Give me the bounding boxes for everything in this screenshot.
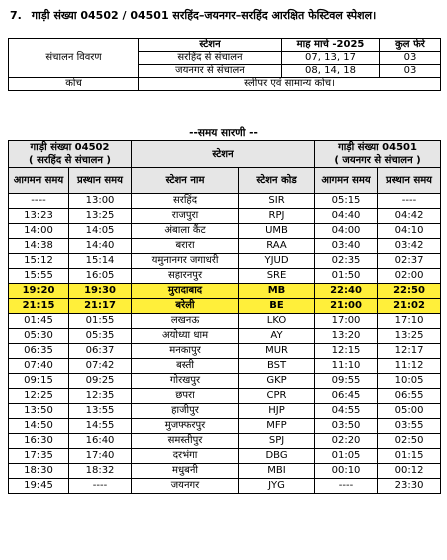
departure-right-cell: 02:00 <box>378 269 441 284</box>
col-departure-right: प्रस्थान समय <box>378 168 441 194</box>
departure-right-cell: 04:42 <box>378 209 441 224</box>
station-code-cell: MBI <box>239 464 315 479</box>
station-name-cell: अंबाला कैंट <box>132 224 239 239</box>
departure-left-cell: 07:42 <box>69 359 132 374</box>
arrival-right-cell: 01:05 <box>315 449 378 464</box>
summary-col-trips: कुल फेरे <box>380 39 441 52</box>
station-name-cell: गोरखपुर <box>132 374 239 389</box>
arrival-right-cell: 00:10 <box>315 464 378 479</box>
departure-left-cell: 13:55 <box>69 404 132 419</box>
arrival-right-cell: 04:00 <box>315 224 378 239</box>
station-code-cell: MUR <box>239 344 315 359</box>
station-code-cell: DBG <box>239 449 315 464</box>
arrival-left-cell: 17:35 <box>9 449 69 464</box>
left-train-number: गाड़ी संख्या 04502 <box>30 142 110 153</box>
departure-left-cell: 19:30 <box>69 284 132 299</box>
departure-right-cell: 23:30 <box>378 479 441 494</box>
summary-dates: 07, 13, 17 <box>282 52 380 65</box>
station-code-cell: MB <box>239 284 315 299</box>
station-name-cell: जयनगर <box>132 479 239 494</box>
arrival-right-cell: 06:45 <box>315 389 378 404</box>
table-row <box>9 314 441 329</box>
station-code-cell: SRE <box>239 269 315 284</box>
table-row <box>9 434 441 449</box>
station-name-cell: सहारनपुर <box>132 269 239 284</box>
station-code-cell: JYG <box>239 479 315 494</box>
station-code-cell: AY <box>239 329 315 344</box>
arrival-left-cell: 01:45 <box>9 314 69 329</box>
right-train-number: गाड़ी संख्या 04501 <box>338 142 417 153</box>
arrival-left-cell: 13:23 <box>9 209 69 224</box>
station-code-cell: SPJ <box>239 434 315 449</box>
arrival-right-cell: 03:50 <box>315 419 378 434</box>
arrival-left-cell: ---- <box>9 194 69 209</box>
station-name-cell: मुरादाबाद <box>132 284 239 299</box>
arrival-right-cell: 03:40 <box>315 239 378 254</box>
timetable-table <box>8 140 441 494</box>
departure-left-cell: 16:40 <box>69 434 132 449</box>
station-name-cell: बस्ती <box>132 359 239 374</box>
arrival-left-cell: 19:20 <box>9 284 69 299</box>
summary-trips: 03 <box>380 52 441 65</box>
departure-left-cell: ---- <box>69 479 132 494</box>
departure-left-cell: 06:37 <box>69 344 132 359</box>
station-code-cell: LKO <box>239 314 315 329</box>
arrival-right-cell: 21:00 <box>315 299 378 314</box>
table-row <box>9 479 441 494</box>
station-name-cell: मधुबनी <box>132 464 239 479</box>
departure-right-cell: 00:12 <box>378 464 441 479</box>
station-code-cell: BST <box>239 359 315 374</box>
arrival-left-cell: 14:00 <box>9 224 69 239</box>
departure-left-cell: 09:25 <box>69 374 132 389</box>
summary-col-station: स्टेशन <box>139 39 282 52</box>
table-row <box>9 224 441 239</box>
arrival-left-cell: 15:12 <box>9 254 69 269</box>
left-train-header <box>9 141 132 168</box>
summary-coach-row <box>9 78 441 91</box>
table-row <box>9 239 441 254</box>
departure-right-cell: 01:15 <box>378 449 441 464</box>
summary-trips: 03 <box>380 65 441 78</box>
station-code-cell: HJP <box>239 404 315 419</box>
summary-dates: 08, 14, 18 <box>282 65 380 78</box>
arrival-right-cell: 12:15 <box>315 344 378 359</box>
arrival-right-cell: 05:15 <box>315 194 378 209</box>
arrival-right-cell: 17:00 <box>315 314 378 329</box>
summary-station: जयनगर से संचालन <box>139 65 282 78</box>
departure-right-cell: 12:17 <box>378 344 441 359</box>
departure-left-cell: 15:14 <box>69 254 132 269</box>
arrival-left-cell: 05:30 <box>9 329 69 344</box>
arrival-right-cell: 01:50 <box>315 269 378 284</box>
departure-left-cell: 13:25 <box>69 209 132 224</box>
table-row <box>9 269 441 284</box>
notice-number: 7. <box>10 9 22 22</box>
departure-right-cell: 06:55 <box>378 389 441 404</box>
arrival-right-cell: 02:20 <box>315 434 378 449</box>
table-row <box>9 299 441 314</box>
station-name-cell: मुजफ्फरपुर <box>132 419 239 434</box>
col-station-code: स्टेशन कोड <box>239 168 315 194</box>
departure-right-cell: 10:05 <box>378 374 441 389</box>
arrival-left-cell: 19:45 <box>9 479 69 494</box>
departure-right-cell: ---- <box>378 194 441 209</box>
station-name-cell: मनकापुर <box>132 344 239 359</box>
table-row <box>9 419 441 434</box>
col-departure-left: प्रस्थान समय <box>69 168 132 194</box>
table-row <box>9 209 441 224</box>
arrival-left-cell: 14:50 <box>9 419 69 434</box>
departure-right-cell: 02:37 <box>378 254 441 269</box>
station-group-header: स्टेशन <box>132 141 315 168</box>
summary-col-dates: माह मार्च -2025 <box>282 39 380 52</box>
col-arrival-left: आगमन समय <box>9 168 69 194</box>
timetable-header-row <box>9 141 441 168</box>
arrival-left-cell: 06:35 <box>9 344 69 359</box>
notice-title-text: गाड़ी संख्या 04502 / 04501 सरहिंद–जयनगर–सरहिंद आरक्षित फेस्टिवल स्पेशल। <box>31 9 377 22</box>
station-code-cell: CPR <box>239 389 315 404</box>
right-train-header <box>315 141 441 168</box>
arrival-left-cell: 18:30 <box>9 464 69 479</box>
table-row <box>9 404 441 419</box>
departure-left-cell: 14:55 <box>69 419 132 434</box>
departure-left-cell: 14:05 <box>69 224 132 239</box>
summary-station: सरहिंद से संचालन <box>139 52 282 65</box>
station-name-cell: हाजीपुर <box>132 404 239 419</box>
col-station-name: स्टेशन नाम <box>132 168 239 194</box>
departure-right-cell: 17:10 <box>378 314 441 329</box>
departure-left-cell: 13:00 <box>69 194 132 209</box>
table-row <box>9 359 441 374</box>
station-name-cell: बरारा <box>132 239 239 254</box>
table-row <box>9 389 441 404</box>
station-name-cell: राजपुरा <box>132 209 239 224</box>
departure-right-cell: 03:42 <box>378 239 441 254</box>
departure-left-cell: 21:17 <box>69 299 132 314</box>
departure-right-cell: 22:50 <box>378 284 441 299</box>
arrival-right-cell: 11:10 <box>315 359 378 374</box>
departure-left-cell: 14:40 <box>69 239 132 254</box>
station-name-cell: लखनऊ <box>132 314 239 329</box>
arrival-right-cell: 13:20 <box>315 329 378 344</box>
station-name-cell: अयोध्या धाम <box>132 329 239 344</box>
station-name-cell: दरभंगा <box>132 449 239 464</box>
col-arrival-right: आगमन समय <box>315 168 378 194</box>
departure-right-cell: 03:55 <box>378 419 441 434</box>
departure-left-cell: 05:35 <box>69 329 132 344</box>
arrival-left-cell: 07:40 <box>9 359 69 374</box>
arrival-left-cell: 16:30 <box>9 434 69 449</box>
table-row <box>9 374 441 389</box>
arrival-left-cell: 09:15 <box>9 374 69 389</box>
station-code-cell: YJUD <box>239 254 315 269</box>
departure-left-cell: 18:32 <box>69 464 132 479</box>
arrival-left-cell: 13:50 <box>9 404 69 419</box>
arrival-right-cell: ---- <box>315 479 378 494</box>
arrival-left-cell: 21:15 <box>9 299 69 314</box>
table-row <box>9 254 441 269</box>
departure-right-cell: 05:00 <box>378 404 441 419</box>
station-code-cell: SIR <box>239 194 315 209</box>
arrival-right-cell: 09:55 <box>315 374 378 389</box>
station-code-cell: RAA <box>239 239 315 254</box>
table-row <box>9 329 441 344</box>
departure-left-cell: 17:40 <box>69 449 132 464</box>
station-name-cell: सरहिंद <box>132 194 239 209</box>
station-code-cell: MFP <box>239 419 315 434</box>
station-name-cell: छपरा <box>132 389 239 404</box>
station-name-cell: यमुनानगर जगाधरी <box>132 254 239 269</box>
departure-right-cell: 04:10 <box>378 224 441 239</box>
departure-left-cell: 16:05 <box>69 269 132 284</box>
departure-left-cell: 12:35 <box>69 389 132 404</box>
right-train-origin: ( जयनगर से संचालन ) <box>334 155 421 166</box>
station-code-cell: RPJ <box>239 209 315 224</box>
departure-left-cell: 01:55 <box>69 314 132 329</box>
operation-summary-table <box>8 38 441 91</box>
arrival-right-cell: 04:40 <box>315 209 378 224</box>
summary-header-row <box>9 39 441 52</box>
table-row <box>9 464 441 479</box>
table-row <box>9 449 441 464</box>
table-row <box>9 194 441 209</box>
station-name-cell: समस्तीपुर <box>132 434 239 449</box>
timetable-title: --समय सारणी -- <box>189 127 258 139</box>
notice-title <box>10 8 447 23</box>
station-code-cell: UMB <box>239 224 315 239</box>
arrival-left-cell: 12:25 <box>9 389 69 404</box>
coach-value: स्लीपर एवं सामान्य कोच। <box>139 78 441 91</box>
departure-right-cell: 21:02 <box>378 299 441 314</box>
station-code-cell: BE <box>239 299 315 314</box>
station-code-cell: GKP <box>239 374 315 389</box>
departure-right-cell: 11:12 <box>378 359 441 374</box>
coach-label: कोच <box>9 78 139 91</box>
timetable-body <box>9 194 441 494</box>
arrival-right-cell: 22:40 <box>315 284 378 299</box>
operation-details-label: संचालन विवरण <box>9 39 139 78</box>
left-train-origin: ( सरहिंद से संचालन ) <box>29 155 111 166</box>
arrival-right-cell: 02:35 <box>315 254 378 269</box>
arrival-right-cell: 04:55 <box>315 404 378 419</box>
table-row <box>9 284 441 299</box>
station-name-cell: बरेली <box>132 299 239 314</box>
table-row <box>9 344 441 359</box>
arrival-left-cell: 14:38 <box>9 239 69 254</box>
departure-right-cell: 02:50 <box>378 434 441 449</box>
timetable-subheader-row <box>9 168 441 194</box>
arrival-left-cell: 15:55 <box>9 269 69 284</box>
departure-right-cell: 13:25 <box>378 329 441 344</box>
